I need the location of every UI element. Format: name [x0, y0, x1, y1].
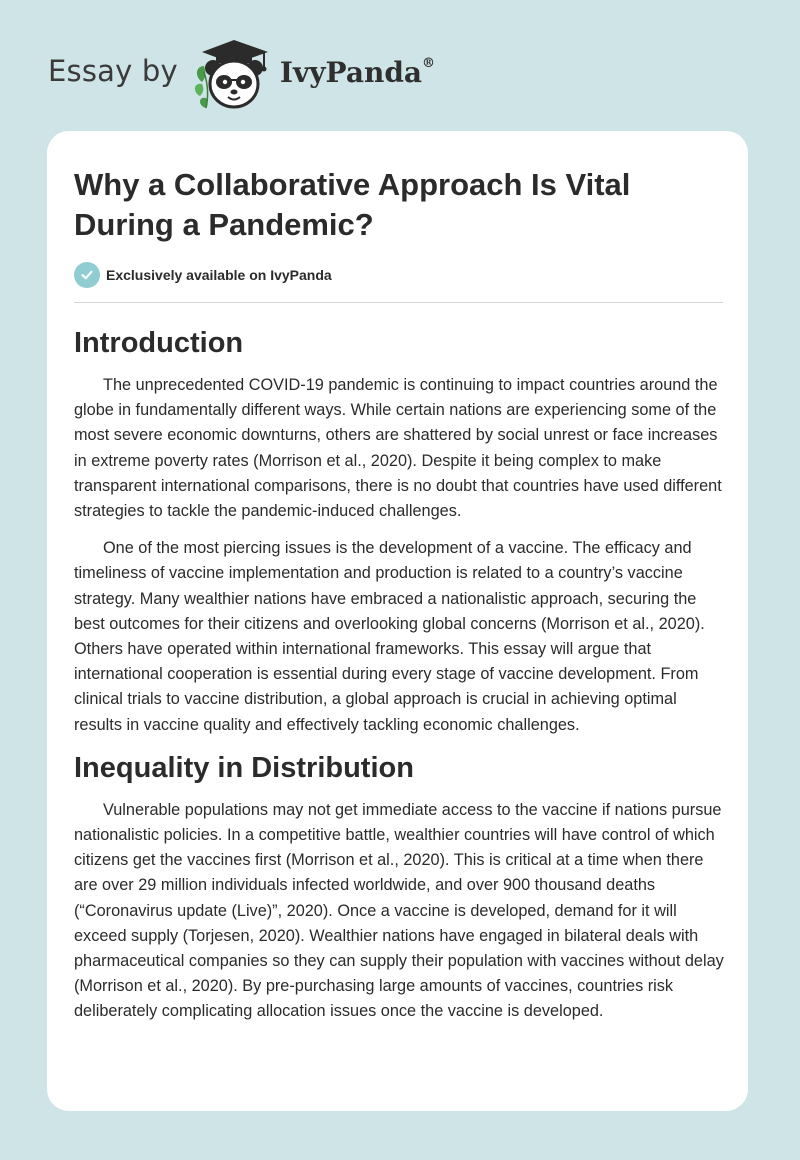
title-divider	[74, 302, 723, 303]
exclusive-badge	[74, 261, 722, 289]
site-header	[48, 36, 568, 112]
panda-graduate-logo-icon[interactable]	[192, 36, 276, 112]
essay-title: Why a Collaborative Approach Is Vital During a Pandemic?	[74, 167, 631, 242]
brand-text: IvyPanda	[279, 55, 423, 89]
paragraph: The unprecedented COVID-19 pandemic is continuing to impact countries around the globe in fundamentally different ways. While certain nations are experiencing some of the most severe economic downturns, others are shattered by social unrest or face increases in extreme poverty rates (Morrison et al., 2020). Despite it being complex to make transparent international comparisons, there is no doubt that countries have used different strategies to tackle the pandemic-induced challenges.	[74, 376, 722, 521]
essay-by-label: Essay by	[48, 54, 178, 88]
essay-card	[47, 131, 748, 1111]
section-heading-inequality: Inequality in Distribution	[74, 751, 414, 784]
section-heading-introduction: Introduction	[74, 327, 244, 359]
paragraph: One of the most piercing issues is the development of a vaccine. The efficacy and timeliness of vaccine implementation and production is related to a country’s vaccine strategy. Many wealthier nations have embraced a nationalistic approach, securing the best outcomes for their citizens and overlooking global concerns (Morrison et al., 2020). Others have operated within international frameworks. This essay will argue that international cooperation is essential during every stage of vaccine development. From clinical trials to vaccine distribution, a global approach is crucial in achieving optimal results in vaccine quality and effectively tackling economic challenges.	[74, 539, 705, 734]
check-circle-icon	[74, 262, 100, 288]
registered-mark: ®	[422, 56, 436, 72]
brand-name[interactable]	[280, 56, 435, 89]
paragraph: Vulnerable populations may not get immediate access to the vaccine if nations pursue nationalistic policies. In a competitive battle, wealthier countries will have control of which citizens get the vaccines first (Morrison et al., 2020). This is critical at a time when there are over 29 million individuals infected worldwide, and over 900 thousand deaths (“Coronavirus update (Live)”, 2020). Once a vaccine is developed, demand for it will exceed supply (Torjesen, 2020). Wealthier nations have engaged in bilateral deals with pharmaceutical companies so they can supply their population with vaccines without delay (Morrison et al., 2020). By pre-purchasing large amounts of vaccines, countries risk deliberately complicating allocation issues once the vaccine is developed.	[74, 800, 724, 1021]
exclusive-badge-text: Exclusively available on IvyPanda	[106, 267, 332, 283]
